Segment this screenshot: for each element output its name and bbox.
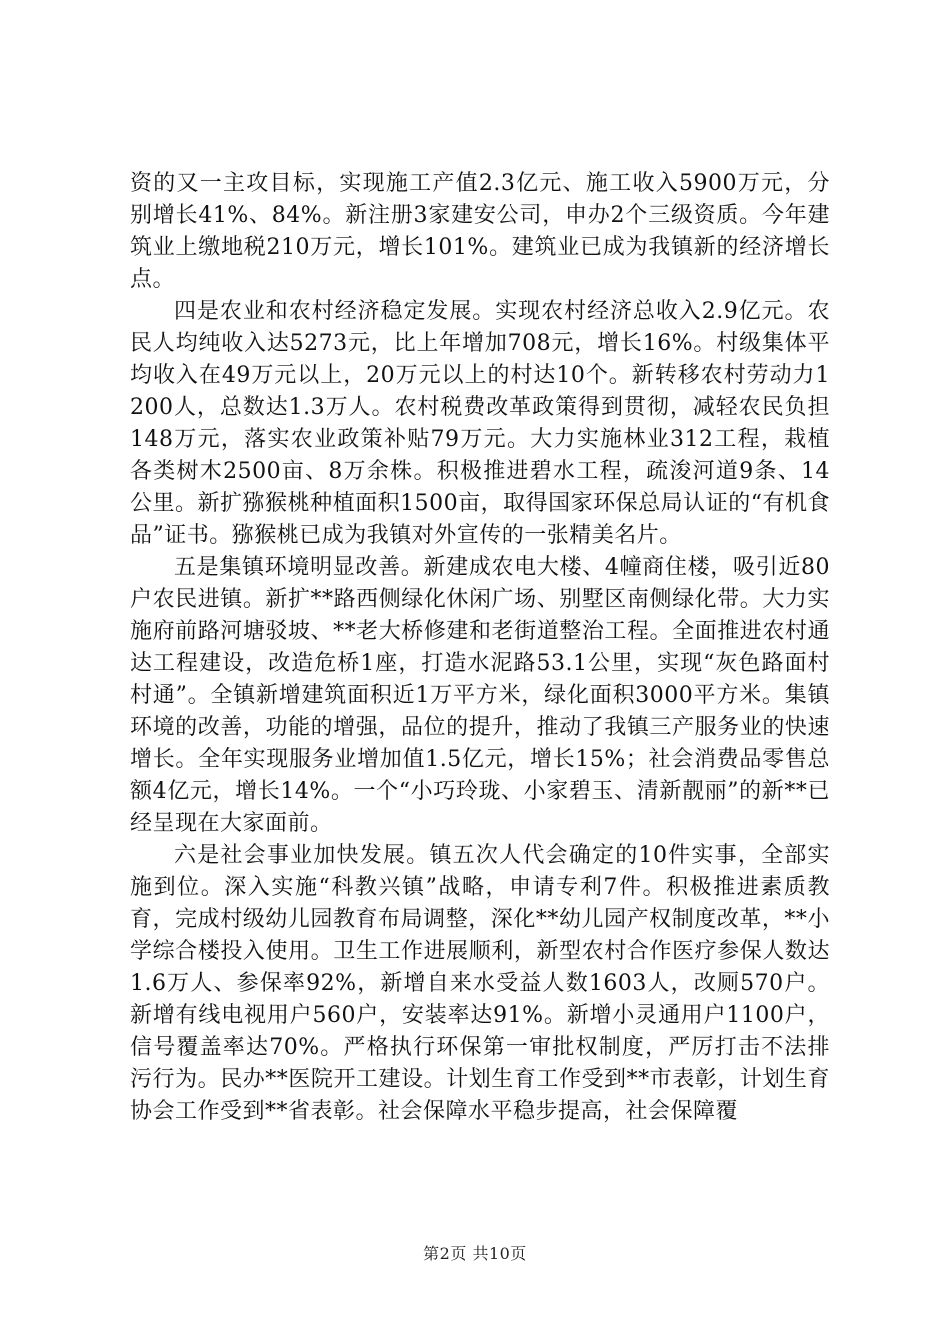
page-number-label: 第2页 共10页 bbox=[423, 1244, 527, 1263]
paragraph-continuation: 资的又一主攻目标，实现施工产值2.3亿元、施工收入5900万元，分别增长41%、84%。新注册3家建安公司，申办2个三级资质。今年建筑业上缴地税210万元，增长101%。建筑业已成为我镇新的经济增长点。 bbox=[130, 171, 830, 292]
paragraph-town-environment: 五是集镇环境明显改善。新建成农电大楼、4幢商住楼，吸引近80户农民进镇。新扩**路西侧绿化休闲广场、别墅区南侧绿化带。大力实施府前路河塘驳坡、**老大桥修建和老街道整治工程。全面推进农村通达工程建设，改造危桥1座，打造水泥路53.1公里，实现“灰色路面村村通”。全镇新增建筑面积近1万平方米，绿化面积3000平方米。集镇环境的改善，功能的增强，品位的提升，推动了我镇三产服务业的快速增长。全年实现服务业增加值1.5亿元，增长15%；社会消费品零售总额4亿元，增长14%。一个“小巧玲珑、小家碧玉、清新靓丽”的新**已经呈现在大家面前。 bbox=[130, 555, 830, 836]
page-footer bbox=[0, 1244, 950, 1264]
paragraph-agriculture: 四是农业和农村经济稳定发展。实现农村经济总收入2.9亿元。农民人均纯收入达5273元，比上年增加708元，增长16%。村级集体平均收入在49万元以上，20万元以上的村达10个。新转移农村劳动力1200人，总数达1.3万人。农村税费改革政策得到贯彻，减轻农民负担148万元，落实农业政策补贴79万元。大力实施林业312工程，栽植各类树木2500亩、8万余株。积极推进碧水工程，疏浚河道9条、14公里。新扩猕猴桃种植面积1500亩，取得国家环保总局认证的“有机食品”证书。猕猴桃已成为我镇对外宣传的一张精美名片。 bbox=[130, 299, 830, 548]
paragraph-social-affairs: 六是社会事业加快发展。镇五次人代会确定的10件实事，全部实施到位。深入实施“科教兴镇”战略，申请专利7件。积极推进素质教育，完成村级幼儿园教育布局调整，深化**幼儿园产权制度改革，**小学综合楼投入使用。卫生工作进展顺利，新型农村合作医疗参保人数达1.6万人、参保率92%，新增自来水受益人数1603人，改厕570户。新增有线电视用户560户，安装率达91%。新增小灵通用户1100户，信号覆盖率达70%。严格执行环保第一审批权制度，严厉打击不法排污行为。民办**医院开工建设。计划生育工作受到**市表彰，计划生育协会工作受到**省表彰。社会保障水平稳步提高，社会保障覆 bbox=[130, 843, 830, 1124]
document-body bbox=[130, 168, 830, 1128]
